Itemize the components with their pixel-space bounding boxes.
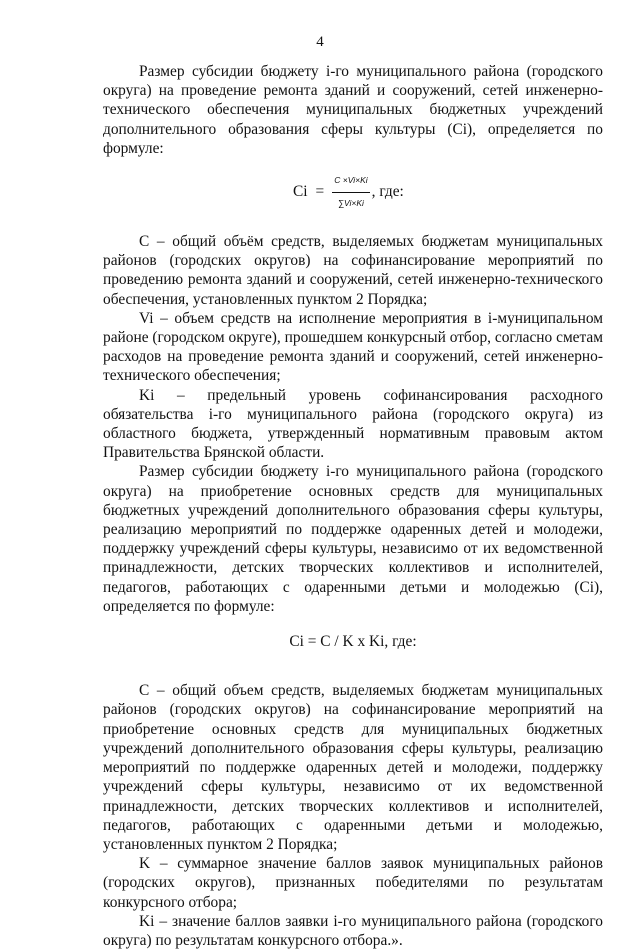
- formula-fraction: [332, 171, 369, 212]
- paragraph-definition-ki2: Ki – значение баллов заявки i-го муниципального района (городского округа) по результатам конкурсного отбора.».: [103, 912, 603, 949]
- formula-denominator: ∑Vi×Ki: [337, 197, 364, 208]
- paragraph-subsidy-repair: Размер субсидии бюджету i-го муниципального района (городского округа) на проведение ремонта зданий и сооружений, сетей инженерно-технического обеспечения муниципальных бюджетных учреждений дополнительного образования сферы культуры (Ci), определяется по формуле:: [103, 63, 603, 157]
- page-number: 4: [316, 34, 324, 50]
- formula-equals: =: [315, 183, 325, 201]
- formula-equipment: Ci = C / K x Ki, где:: [289, 633, 417, 651]
- formula-repair: [103, 172, 603, 212]
- document-body: [103, 62, 603, 950]
- paragraph-definition-vi: Vi – объем средств на исполнение мероприятия в i-муниципальном районе (городском округе), прошедшем конкурсный отбор, согласно сметам расходов на проведение ремонта зданий и сооружений, сетей инженерно-технического обеспечения;: [103, 309, 603, 385]
- paragraph-definition-k: K – суммарное значение баллов заявок муниципальных районов (городских округов), признанных победителями по результатам конкурсного отбора;: [103, 855, 603, 911]
- paragraph-subsidy-equipment: Размер субсидии бюджету i-го муниципального района (городского округа) на приобретение основных средств для муниципальных бюджетных учреждений дополнительного образования сферы культуры, реализацию мероприятий по поддержке одаренных детей и молодежи, поддержку учреждений сферы культуры, независимо от их ведомственной принадлежности, детских творческих коллективов и исполнителей, педагогов, работающих с одаренными детьми и молодежью (Ci), определяется по формуле:: [103, 463, 603, 615]
- formula-suffix: , где:: [371, 183, 404, 201]
- formula-numerator: C ×Vi×Ki: [332, 171, 369, 192]
- paragraph-definition-c2: С – общий объем средств, выделяемых бюджетам муниципальных районов (городских округов) на софинансирование мероприятий на приобретение основных средств для муниципальных бюджетных учреждений дополнительного образования сферы культуры, реализацию мероприятий по поддержке одаренных детей и молодежи, поддержку учреждений сферы культуры, независимо от их ведомственной принадлежности, детских творческих коллективов и исполнителей, педагогов, работающих с одаренными детьми и молодежью, установленных пунктом 2 Порядка;: [103, 682, 603, 853]
- formula-lhs: Ci: [293, 183, 308, 201]
- paragraph-definition-c: C – общий объём средств, выделяемых бюджетам муниципальных районов (городских округов) на софинансирование мероприятий по проведению ремонта зданий и сооружений, сетей инженерно-технического обеспечения, установленных пунктом 2 Порядка;: [103, 233, 603, 308]
- paragraph-definition-ki: Ki – предельный уровень софинансирования расходного обязательства i-го муниципального района (городского округа) из областного бюджета, утвержденный нормативным правовым актом Правительства Брянской области.: [103, 386, 603, 462]
